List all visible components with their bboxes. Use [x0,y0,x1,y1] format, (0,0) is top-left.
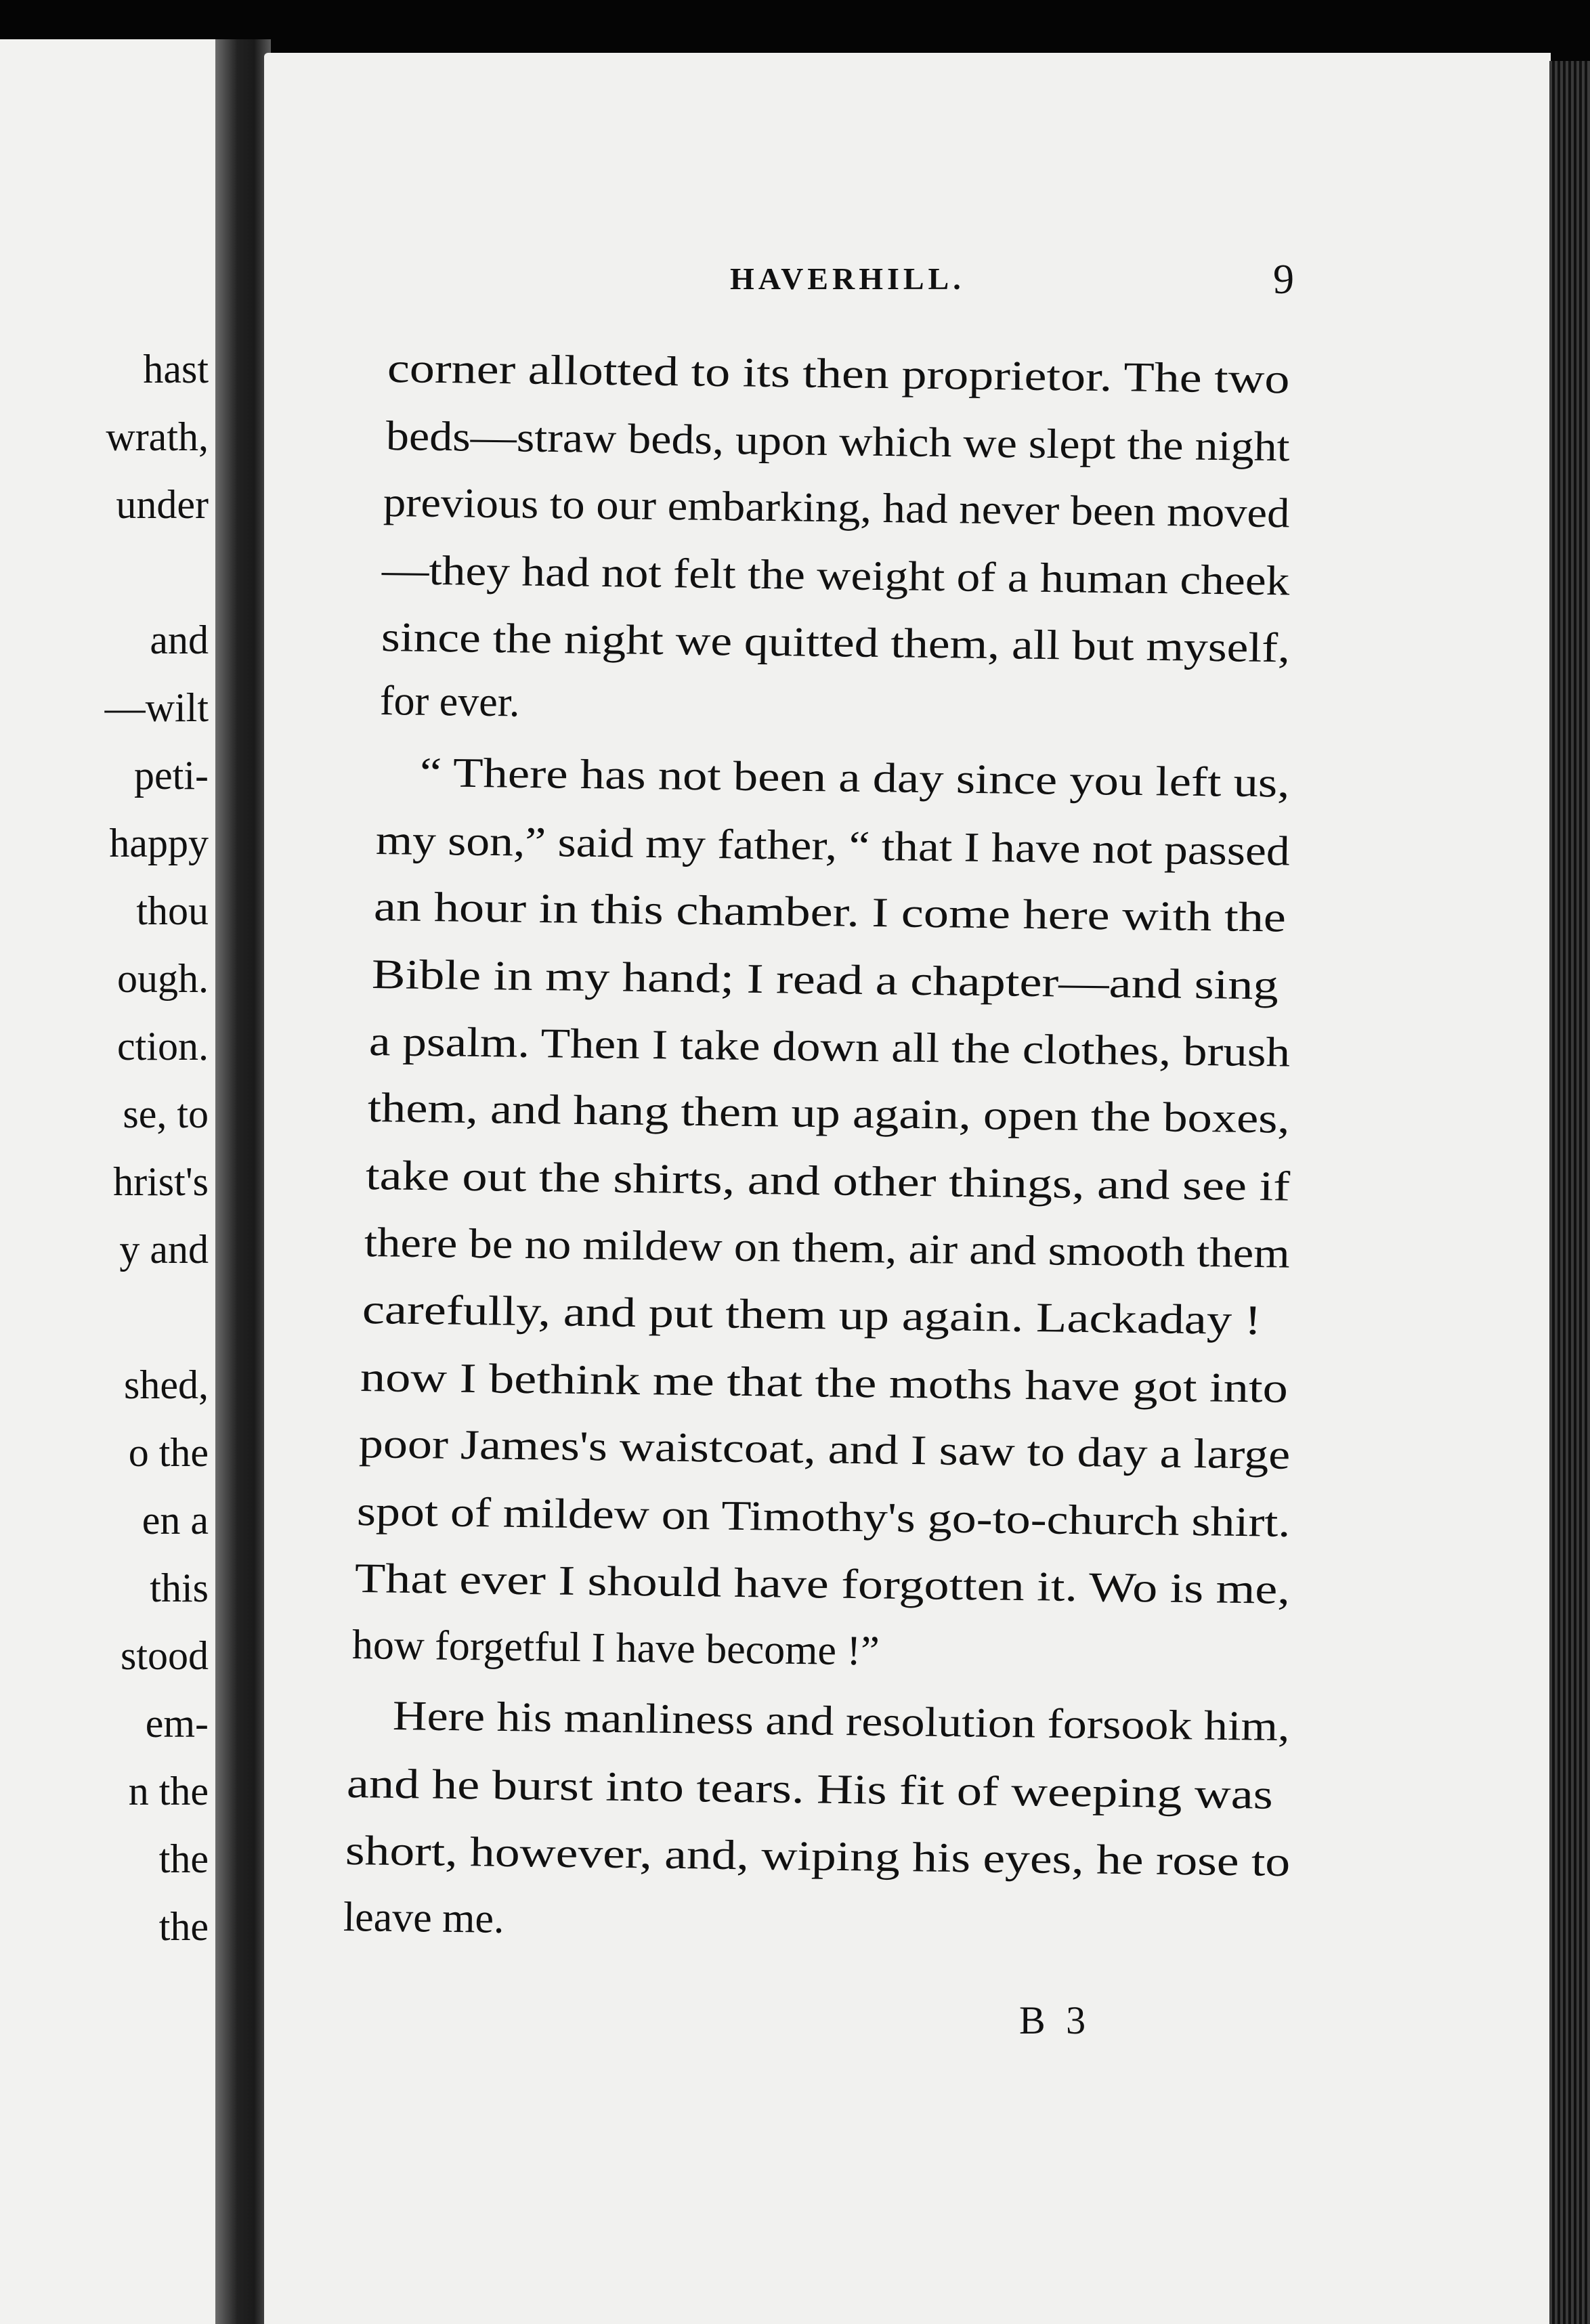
facing-page-line: the [158,1836,209,1881]
facing-page-line: ction. [117,1024,209,1069]
page-number: 9 [1273,257,1294,303]
text-line: and he burst into tears. His fit of weeping was [346,1761,1274,1818]
facing-page-line: shed, [124,1362,209,1407]
facing-page-line: peti- [134,753,209,798]
text-line: leave me. [343,1894,504,1942]
text-line: for ever. [379,678,520,726]
facing-page-line: en a [142,1498,209,1543]
text-line: now I bethink me that the moths have got into [360,1354,1289,1412]
facing-page-line: ough. [117,956,209,1001]
book-gutter [215,39,271,2324]
facing-page [0,39,223,2324]
facing-page-line: thou [136,888,209,933]
text-line: “ There has not been a day since you left us, [419,750,1290,806]
text-line: poor James's waistcoat, and I saw to day a large [358,1421,1291,1478]
signature-mark: B 3 [1019,1998,1092,2042]
facing-page-line: se, to [123,1092,209,1136]
text-line: an hour in this chamber. I come here with the [373,884,1287,941]
text-line: there be no mildew on them, air and smooth them [364,1220,1291,1277]
facing-page-line: wrath, [106,414,209,459]
facing-page-line: the [158,1904,209,1949]
running-head: HAVERHILL. [730,261,965,296]
text-line: Bible in my hand; I read a chapter—and sing [371,951,1279,1009]
text-line: how forgetful I have become !” [351,1622,880,1675]
facing-page-line: hast [143,347,209,391]
facing-page-line: em- [145,1701,209,1746]
facing-page-line: this [150,1566,209,1610]
text-line: spot of mildew on Timothy's go-to-church shirt. [356,1488,1291,1546]
text-line: take out the shirts, and other things, and see if [365,1153,1291,1210]
text-line: short, however, and, wiping his eyes, he rose to [345,1828,1291,1886]
facing-page-line: y and [119,1227,209,1272]
text-line: —they had not felt the weight of a human cheek [381,547,1290,605]
text-line: previous to our embarking, had never been moved [383,479,1290,537]
text-line: since the night we quitted them, all but myself, [381,614,1291,672]
facing-page-line: and [150,618,209,662]
facing-page-line: o the [128,1430,209,1475]
text-line: carefully, and put them up again. Lackaday ! [362,1287,1262,1344]
text-line: them, and hang them up again, open the boxes, [367,1085,1290,1142]
facing-page-line: stood [120,1633,209,1678]
page-edge [1549,61,1590,2324]
text-line: corner allotted to its then proprietor. The two [387,345,1290,403]
text-line: my son,” said my father, “ that I have not passed [375,817,1291,875]
facing-page-line: under [116,482,209,527]
facing-page-line: hrist's [113,1159,209,1204]
text-line: a psalm. Then I take down all the clothes, brush [368,1018,1291,1076]
facing-page-line: n the [128,1769,209,1813]
facing-page-line: happy [109,821,209,865]
facing-page-line: —wilt [104,685,209,730]
text-line: beds—straw beds, upon which we slept the night [385,413,1290,471]
text-line: That ever I should have forgotten it. Wo is me, [354,1555,1291,1613]
text-line: Here his manliness and resolution forsook him, [392,1693,1290,1750]
